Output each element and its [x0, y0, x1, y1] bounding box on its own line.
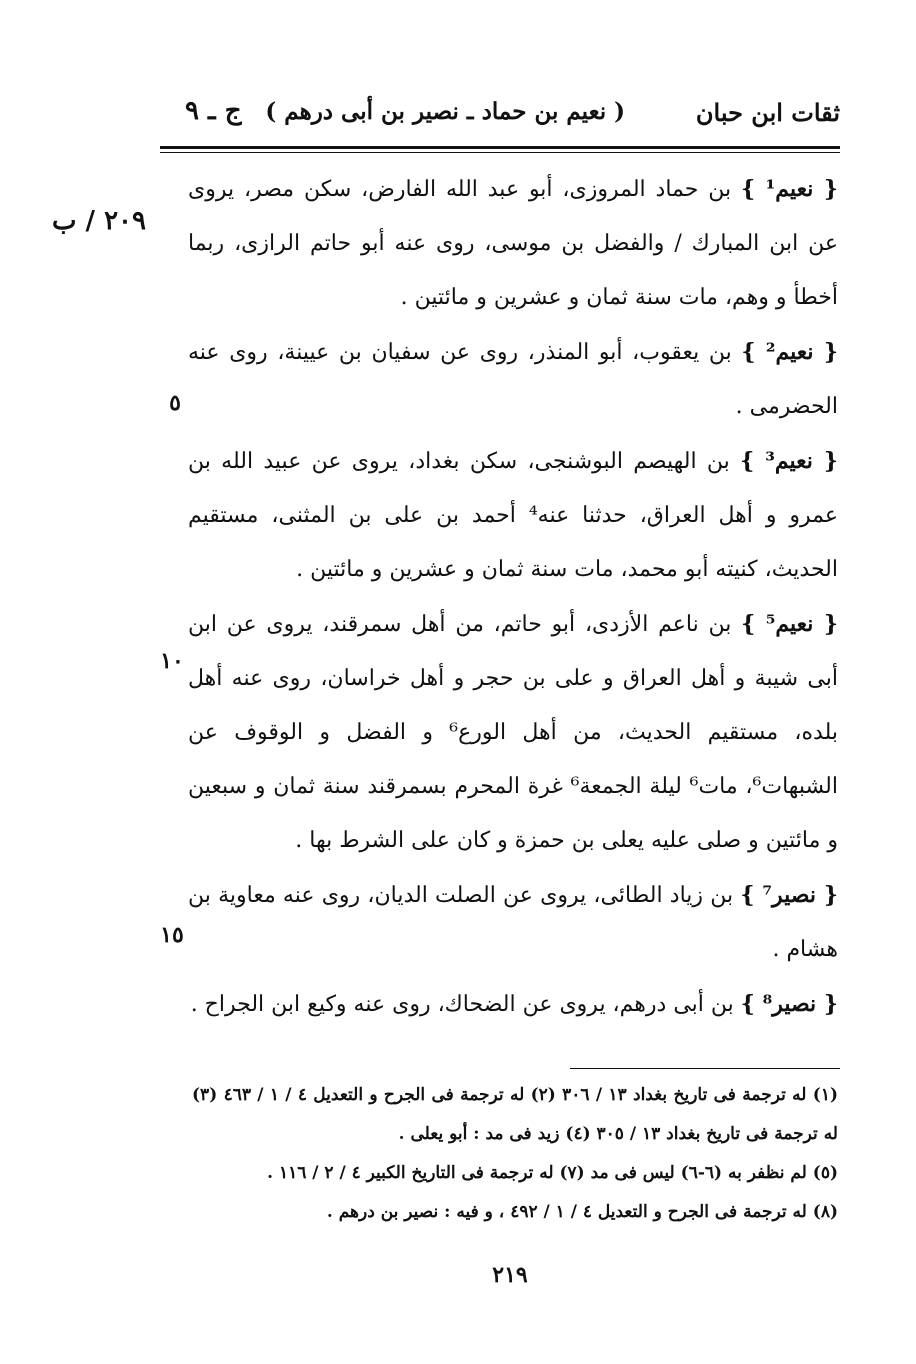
entry-heading: { نعيم⁵ }	[741, 611, 838, 637]
header-rule	[160, 146, 840, 149]
manuscript-folio-marker: ٢٠٩ / ب	[52, 206, 146, 236]
entry-text: بن حماد المروزى، أبو عبد الله الفارض، سكن مصر، يروى عن ابن المبارك / والفضل بن موسى، روى عنه أبو حاتم الرازى، ربما أخطأ و وهم، مات سنة ثمان و عشرين و مائتين .	[188, 177, 838, 310]
line-number-5: ٥	[169, 390, 181, 416]
entry-heading: { نصير⁸ }	[740, 991, 838, 1017]
footnote-separator	[570, 1068, 840, 1069]
biography-entry	[188, 162, 838, 325]
entry-text: بن زياد الطائى، يروى عن الصلت الديان، روى عنه معاوية بن هشام .	[188, 883, 838, 962]
line-number-10: ١٠	[160, 648, 184, 674]
footnote-line: (٨) له ترجمة فى الجرح و التعديل ٤ / ١ / ٤٩٢ ، و فيه : نصير بن درهم .	[326, 1202, 838, 1222]
entry-text: بن ناعم الأزدى، أبو حاتم، من أهل سمرقند، يروى عن ابن أبى شيبة و أهل العراق و على بن حجر و أهل خراسان، روى عنه أهل بلده، مستقيم الحديث، من أهل الورع⁶ و الفضل و الوقوف عن الشبهات⁶، مات⁶ ليلة الجمعة⁶ غرة المحرم بسمرقند سنة ثمان و سبعين و مائتين و صلى عليه يعلى بن حمزة و كان على الشرط بها .	[188, 612, 839, 853]
volume-number: ج ـ ٩	[185, 96, 242, 126]
footnote-line: (١) له ترجمة فى تاريخ بغداد ١٣ / ٣٠٦ (٢) له ترجمة فى الجرح و التعديل ٤ / ١ / ٤٦٣ (٣) له ترجمة فى تاريخ بغداد ١٣ / ٣٠٥ (٤) زيد فى مد : أبو يعلى .	[192, 1085, 838, 1144]
entry-text: بن أبى درهم، يروى عن الضحاك، روى عنه وكيع ابن الجراح .	[190, 992, 734, 1017]
entry-heading: { نصير⁷ }	[740, 882, 839, 908]
entry-text: بن يعقوب، أبو المنذر، روى عن سفيان بن عيينة، روى عنه الحضرمى .	[188, 340, 838, 419]
footnote-line: (٥) لم نظفر به (٦-٦) ليس فى مد (٧) له ترجمة فى التاريخ الكبير ٤ / ٢ / ١١٦ .	[267, 1163, 838, 1183]
biography-entry	[188, 868, 838, 977]
biography-entry	[188, 597, 838, 868]
biography-entry	[188, 325, 838, 434]
footnotes	[192, 1076, 838, 1232]
biography-entry	[188, 434, 838, 597]
entry-heading: { نعيم³ }	[740, 448, 838, 474]
entry-heading: { نعيم¹ }	[740, 176, 838, 202]
entry-range: ( نعيم بن حماد ـ نصير بن أبى درهم )	[265, 98, 625, 125]
entry-text: بن الهيصم البوشنجى، سكن بغداد، يروى عن عبيد الله بن عمرو و أهل العراق، حدثنا عنه⁴ أحمد بن على بن المثنى، مستقيم الحديث، كنيته أبو محمد، مات سنة ثمان و عشرين و مائتين .	[188, 449, 838, 582]
biography-entry	[188, 977, 838, 1032]
running-header	[160, 96, 840, 136]
header-rule-thin	[160, 152, 840, 153]
book-title: ثقات ابن حبان	[695, 98, 840, 127]
page-number: ٢١٩	[492, 1262, 528, 1288]
entry-heading: { نعيم² }	[741, 339, 838, 365]
line-number-15: ١٥	[160, 922, 184, 948]
main-text	[188, 162, 838, 1032]
